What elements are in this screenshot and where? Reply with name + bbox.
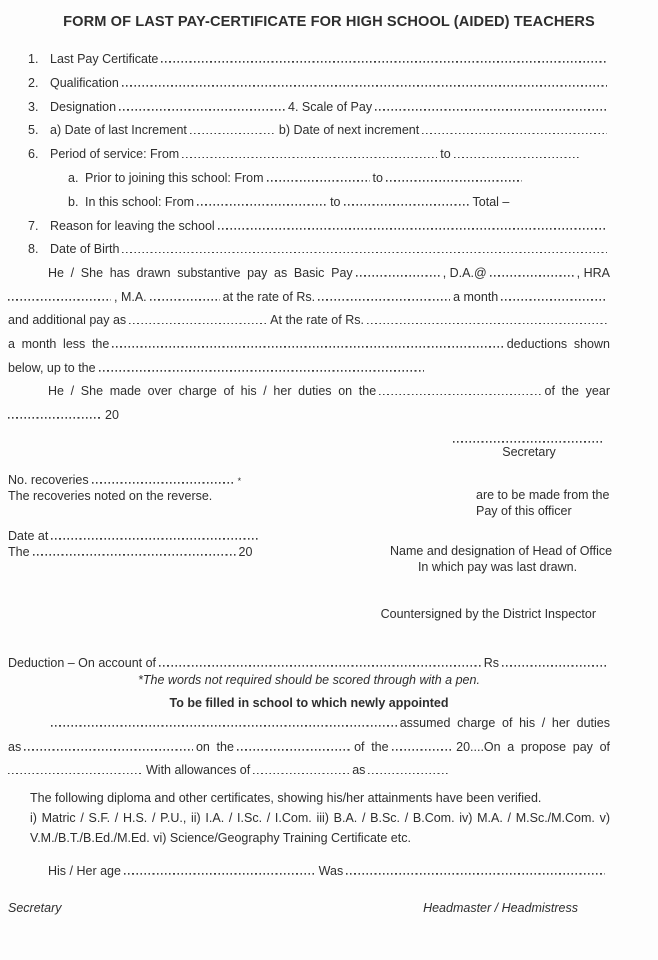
pay-paragraph: [8, 262, 610, 428]
dotted-blank: [159, 657, 481, 667]
form-title: FORM OF LAST PAY-CERTIFICATE FOR HIGH SCHOOL (AIDED) TEACHERS: [63, 14, 595, 30]
subitem-in-this-school: [0, 191, 610, 215]
item-number: 7.: [28, 218, 39, 233]
numbered-list: [0, 48, 610, 262]
paragraph-text: as: [8, 739, 22, 754]
paragraph-text: , HRA: [576, 266, 611, 280]
dotted-blank: [375, 101, 607, 111]
dotted-blank: [190, 124, 276, 134]
item-label-scale-of-pay: 4. Scale of Pay: [288, 99, 373, 114]
dotted-blank: [502, 657, 607, 667]
item-designation-scale: [0, 96, 610, 120]
pay-paragraph-line: [8, 380, 610, 404]
paragraph-text: He / She made over charge of his / her duties on the: [48, 384, 377, 399]
paragraph-text: of the year: [544, 384, 610, 399]
dotted-blank: [267, 172, 370, 182]
paragraph-text: On a propose pay of: [483, 739, 610, 754]
dotted-blank: [150, 291, 220, 301]
paragraph-text: 20: [105, 408, 119, 423]
dotted-blank: [129, 314, 267, 324]
pay-paragraph-line: [8, 404, 610, 428]
paragraph-text: , D.A.@: [442, 266, 487, 280]
recoveries-right-note: [476, 488, 609, 519]
paragraph-text: He / She has drawn substantive pay as Basic Pay: [48, 266, 353, 280]
dotted-blank: [51, 530, 259, 540]
head-of-office-line1: Name and designation of Head of Office: [390, 544, 613, 558]
signature-headmaster: Headmaster / Headmistress: [423, 901, 578, 915]
paragraph-text: With allowances of: [146, 763, 251, 778]
no-recoveries-label: No. recoveries: [8, 473, 89, 487]
item-number: 5.: [28, 123, 39, 138]
dotted-blank: [122, 77, 607, 87]
countersigned-label: Countersigned by the District Inspector: [380, 607, 596, 621]
appointed-line: [8, 712, 610, 736]
appointed-line: [8, 759, 610, 783]
item-date-of-birth: [0, 238, 610, 262]
dotted-blank: [344, 196, 470, 206]
item-increment-dates: [0, 119, 610, 143]
subitem-letter: a.: [68, 170, 79, 185]
item-label: Last Pay Certificate: [50, 52, 159, 66]
pay-paragraph-line: [8, 357, 610, 381]
paragraph-text: deductions shown: [506, 337, 610, 352]
recoveries-block: [8, 473, 241, 504]
item-number: 1.: [28, 52, 39, 66]
deduction-label: Deduction – On account of: [8, 656, 157, 670]
paragraph-text: a month less the: [8, 337, 110, 352]
recoveries-note-line1: are to be made from the: [476, 488, 610, 502]
recoveries-noted-label: The recoveries noted on the reverse.: [8, 488, 213, 503]
item-label: Reason for leaving the school: [50, 218, 215, 233]
dotted-blank: [218, 220, 607, 230]
item-label: Period of service: From: [50, 147, 180, 162]
date-block: [8, 529, 262, 560]
paragraph-text: 20....: [456, 739, 484, 754]
date-at-line: [8, 529, 262, 545]
subitem-label: In this school: From: [85, 194, 195, 209]
subitem-prior-to-joining: [0, 167, 610, 191]
dotted-blank: [346, 865, 605, 875]
item-last-pay-certificate: [0, 48, 610, 72]
pay-paragraph-line: [8, 309, 610, 333]
item-number: 6.: [28, 147, 39, 162]
paragraph-text: , M.A.: [114, 289, 147, 304]
item-label-last-increment: a) Date of last Increment: [50, 123, 187, 138]
dotted-blank: [161, 53, 607, 63]
item-number: 2.: [28, 75, 39, 90]
dotted-blank: [356, 267, 440, 277]
item-reason-for-leaving: [0, 215, 610, 239]
was-label: Was: [318, 864, 344, 878]
dotted-blank: [33, 546, 236, 556]
head-of-office-line2: In which pay was last drawn.: [417, 559, 578, 574]
paragraph-text: on the: [195, 739, 234, 754]
pay-paragraph-line: [8, 286, 610, 310]
item-label: Date of Birth: [50, 242, 120, 257]
item-label: Qualification: [50, 75, 119, 90]
dotted-blank: [92, 474, 235, 484]
the-label: The: [8, 544, 30, 559]
dotted-blank: [24, 741, 193, 751]
dotted-blank: [422, 124, 607, 134]
item-label-next-increment: b) Date of next increment: [278, 123, 420, 138]
dotted-blank: [367, 314, 607, 324]
dotted-blank: [490, 267, 574, 277]
dotted-blank: [386, 172, 522, 182]
year-20-label: 20: [238, 544, 253, 559]
newly-appointed-paragraph: [8, 712, 610, 783]
paragraph-text: and additional pay as: [8, 313, 127, 328]
pay-paragraph-line: [8, 262, 610, 286]
pay-paragraph-line: [8, 333, 610, 357]
item-number: 3.: [28, 99, 39, 114]
head-of-office-block: [390, 544, 613, 575]
the-year-line: [8, 545, 262, 561]
no-recoveries-line: No. recoveries *: [8, 473, 242, 487]
signature-dotted-line: [453, 435, 603, 443]
dotted-blank: [379, 385, 541, 395]
to-label: to: [372, 170, 383, 185]
recoveries-note-line2: Pay of this officer: [476, 503, 572, 518]
dotted-blank: [253, 764, 349, 774]
dotted-blank: [122, 243, 607, 253]
scored-through-footnote: *The words not required should be scored through with a pen.: [138, 673, 480, 687]
item-number: 8.: [28, 242, 39, 257]
subitem-label: Prior to joining this school: From: [85, 170, 264, 185]
dotted-blank: [99, 362, 424, 372]
date-at-label: Date at: [8, 529, 49, 543]
paragraph-text: of the: [354, 739, 389, 754]
dotted-blank: [51, 717, 397, 727]
age-line: [8, 860, 608, 884]
age-line-wrap: [8, 860, 608, 884]
dotted-blank: [501, 291, 607, 301]
dotted-blank: [368, 764, 450, 774]
item-period-of-service: [0, 143, 610, 167]
total-label: Total –: [472, 194, 510, 209]
paragraph-text: as: [352, 763, 366, 778]
signature-secretary: Secretary: [8, 901, 62, 915]
paragraph-text: a month: [453, 289, 499, 304]
dotted-blank: [119, 101, 285, 111]
diplomas-verified-line: The following diploma and other certificates, showing his/her attainments have been verified.: [30, 791, 542, 805]
secretary-signature-block: [453, 435, 605, 461]
appointed-line: [8, 736, 610, 760]
paragraph-text: At the rate of Rs.: [270, 313, 364, 328]
item-label: Designation: [50, 99, 117, 114]
dotted-blank: [197, 196, 327, 206]
diploma-list: i) Matric / S.F. / H.S. / P.U., ii) I.A. / I.Sc. / I.Com. iii) B.A. / B.Sc. / B.Com. iv) M.A. / M.Sc./M.Com. v) V.M./B.T./B.Ed./M.Ed. vi) Science/Geography Training Certificate etc.: [30, 811, 610, 845]
rs-label: Rs: [483, 656, 499, 670]
paragraph-text: at the rate of Rs.: [222, 289, 316, 304]
to-label: to: [330, 194, 341, 209]
subitem-letter: b.: [68, 194, 79, 209]
dotted-blank: [182, 148, 437, 158]
newly-appointed-heading: To be filled in school to which newly appointed: [169, 696, 449, 710]
dotted-blank: [8, 291, 111, 301]
age-label: His / Her age: [48, 864, 121, 878]
secretary-label: Secretary: [502, 445, 556, 459]
paragraph-text: below, up to the: [8, 360, 96, 375]
dotted-blank: [392, 741, 454, 751]
to-label: to: [440, 147, 451, 162]
item-qualification: [0, 72, 610, 96]
dotted-blank: [318, 291, 450, 301]
diploma-block: [30, 788, 610, 848]
dotted-blank: [454, 148, 580, 158]
paragraph-text: assumed charge of his / her duties: [399, 716, 610, 730]
dotted-blank: [8, 764, 143, 774]
dotted-blank: [8, 409, 102, 419]
dotted-blank: [237, 741, 351, 751]
dotted-blank: [124, 865, 316, 875]
dotted-blank: [112, 338, 503, 348]
